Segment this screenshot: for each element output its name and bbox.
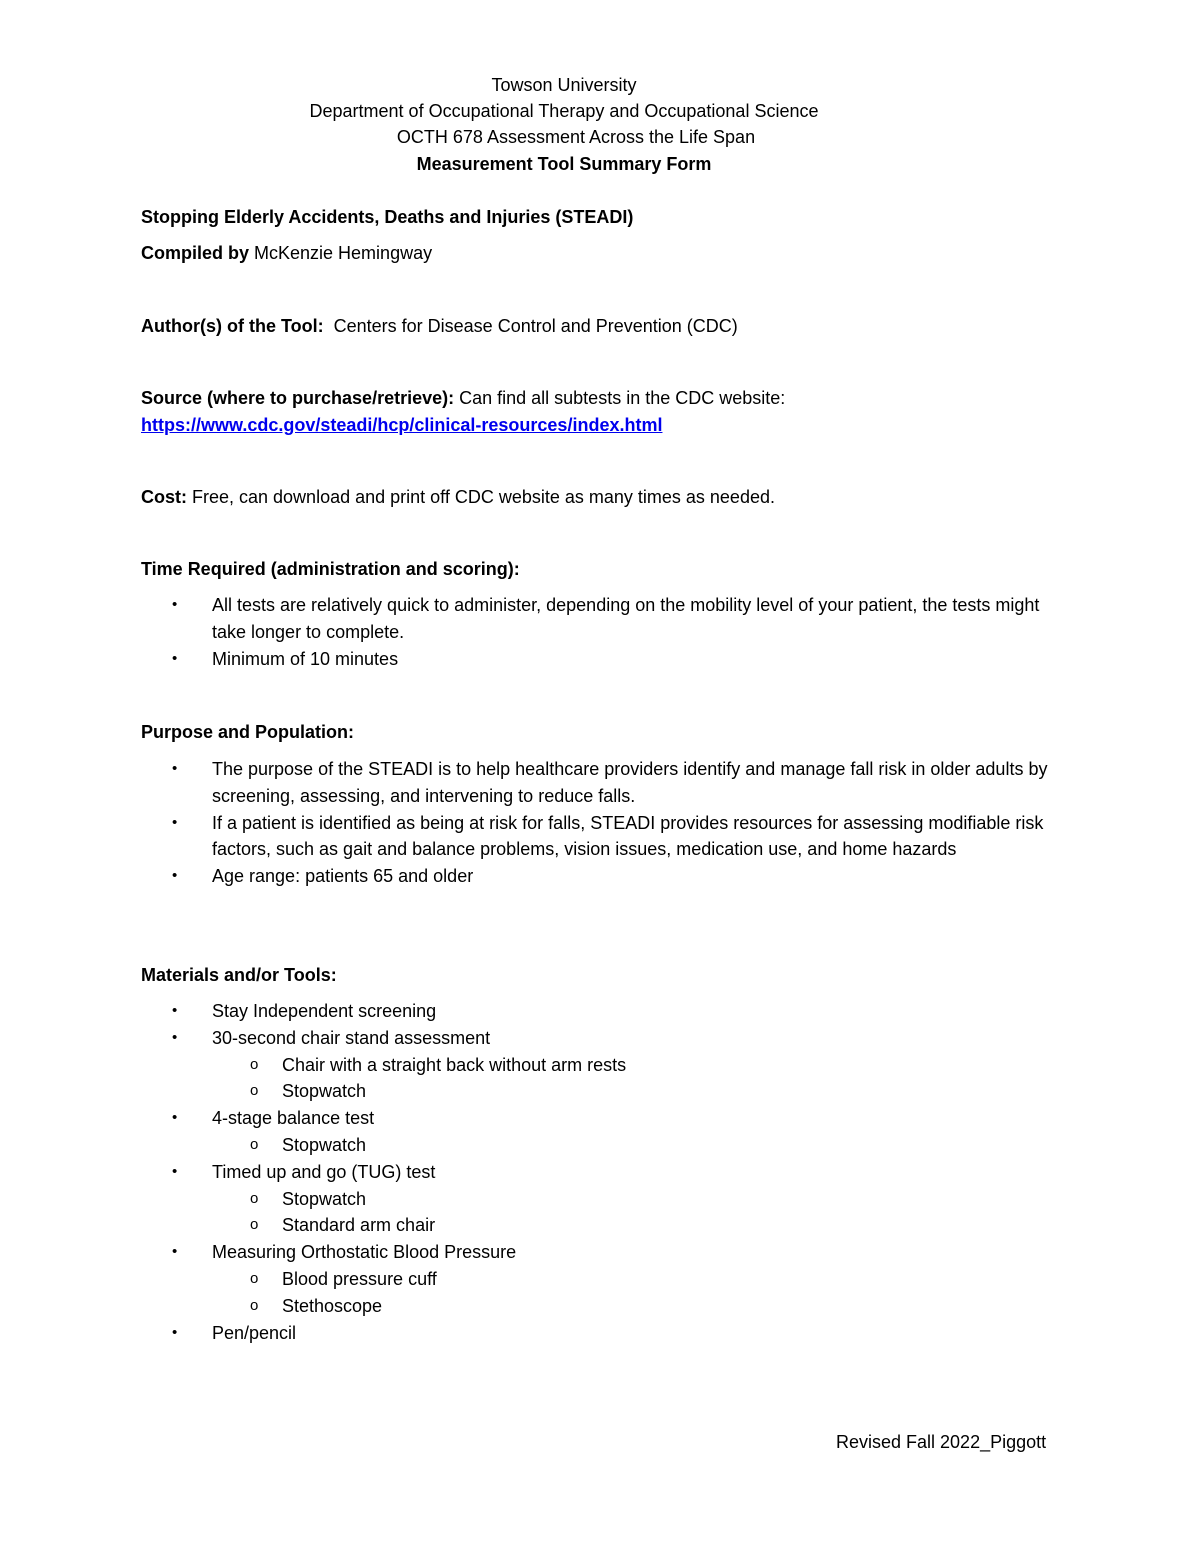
sub-list-item: o Standard arm chair bbox=[0, 1212, 1200, 1239]
purpose-list bbox=[0, 756, 1200, 890]
sub-bullet-icon: o bbox=[250, 1135, 259, 1153]
source-line bbox=[141, 385, 785, 411]
list-item: • 30-second chair stand assessment bbox=[0, 1025, 1200, 1052]
source-url-link[interactable]: https://www.cdc.gov/steadi/hcp/clinical-resources/index.html bbox=[141, 415, 663, 435]
cost-line bbox=[141, 484, 775, 510]
bullet-icon: • bbox=[172, 649, 178, 667]
tool-name: Stopping Elderly Accidents, Deaths and Injuries (STEADI) bbox=[141, 207, 634, 227]
list-item: • 4-stage balance test bbox=[0, 1105, 1200, 1132]
sub-bullet-icon: o bbox=[250, 1269, 259, 1287]
sub-list-item: o Stopwatch bbox=[0, 1132, 1200, 1159]
bullet-icon: • bbox=[172, 1162, 178, 1180]
bullet-icon: • bbox=[172, 867, 178, 885]
sub-bullet-icon: o bbox=[250, 1189, 259, 1207]
bullet-icon: • bbox=[172, 1323, 178, 1341]
bullet-icon: • bbox=[172, 596, 178, 613]
cost-label: Cost: bbox=[141, 487, 187, 507]
course-title: OCTH 678 Assessment Across the Life Span bbox=[396, 127, 756, 147]
revision-footer: Revised Fall 2022_Piggott bbox=[836, 1432, 1047, 1452]
list-item: • Age range: patients 65 and older bbox=[0, 863, 1200, 890]
bullet-icon: • bbox=[172, 813, 178, 831]
sub-list-item: o Stopwatch bbox=[0, 1078, 1200, 1105]
purpose-heading: Purpose and Population: bbox=[141, 722, 355, 742]
list-item: • Minimum of 10 minutes bbox=[0, 646, 1200, 673]
compiled-by-line bbox=[141, 240, 432, 266]
author-value: Centers for Disease Control and Prevention (CDC) bbox=[323, 316, 738, 336]
materials-heading: Materials and/or Tools: bbox=[141, 965, 337, 985]
materials-list bbox=[0, 998, 1200, 1346]
list-item: • Stay Independent screening bbox=[0, 998, 1200, 1025]
bullet-icon: • bbox=[172, 1028, 178, 1046]
compiled-by-label: Compiled by bbox=[141, 243, 250, 263]
compiled-by-value: McKenzie Hemingway bbox=[249, 243, 433, 263]
sub-list-item: o Blood pressure cuff bbox=[0, 1266, 1200, 1293]
sub-bullet-icon: o bbox=[250, 1082, 259, 1100]
sub-list-item: o Chair with a straight back without arm rests bbox=[0, 1052, 1200, 1079]
list-item: • Timed up and go (TUG) test bbox=[0, 1159, 1200, 1186]
time-required-heading: Time Required (administration and scoring): bbox=[141, 559, 520, 579]
source-link-line bbox=[141, 412, 662, 438]
author-line bbox=[141, 313, 738, 339]
form-title: Measurement Tool Summary Form bbox=[416, 154, 712, 174]
author-label: Author(s) of the Tool: bbox=[141, 316, 324, 336]
list-item: • All tests are relatively quick to administer, depending on the mobility level of your patient, the tests might take longer to complete. bbox=[0, 592, 1200, 646]
list-item: • The purpose of the STEADI is to help healthcare providers identify and manage fall risk in older adults by screening, assessing, and intervening to reduce falls. bbox=[0, 756, 1200, 810]
list-item: • Measuring Orthostatic Blood Pressure bbox=[0, 1239, 1200, 1266]
list-item: • If a patient is identified as being at risk for falls, STEADI provides resources for assessing modifiable risk factors, such as gait and balance problems, vision issues, medication use, and home hazards bbox=[0, 810, 1200, 864]
sub-list-item: o Stopwatch bbox=[0, 1186, 1200, 1213]
sub-list-item: o Stethoscope bbox=[0, 1293, 1200, 1320]
time-required-list bbox=[0, 592, 1200, 672]
sub-bullet-icon: o bbox=[250, 1296, 259, 1314]
list-item: • Pen/pencil bbox=[0, 1320, 1200, 1347]
sub-bullet-icon: o bbox=[250, 1055, 259, 1073]
source-value: Can find all subtests in the CDC website: bbox=[454, 388, 786, 408]
sub-bullet-icon: o bbox=[250, 1216, 259, 1234]
bullet-icon: • bbox=[172, 1002, 178, 1019]
source-label: Source (where to purchase/retrieve): bbox=[141, 388, 455, 408]
bullet-icon: • bbox=[172, 1243, 178, 1261]
bullet-icon: • bbox=[172, 1109, 178, 1127]
department-name: Department of Occupational Therapy and Occupational Science bbox=[309, 101, 819, 121]
bullet-icon: • bbox=[172, 760, 178, 777]
university-name: Towson University bbox=[491, 75, 637, 95]
cost-value: Free, can download and print off CDC website as many times as needed. bbox=[187, 487, 775, 507]
